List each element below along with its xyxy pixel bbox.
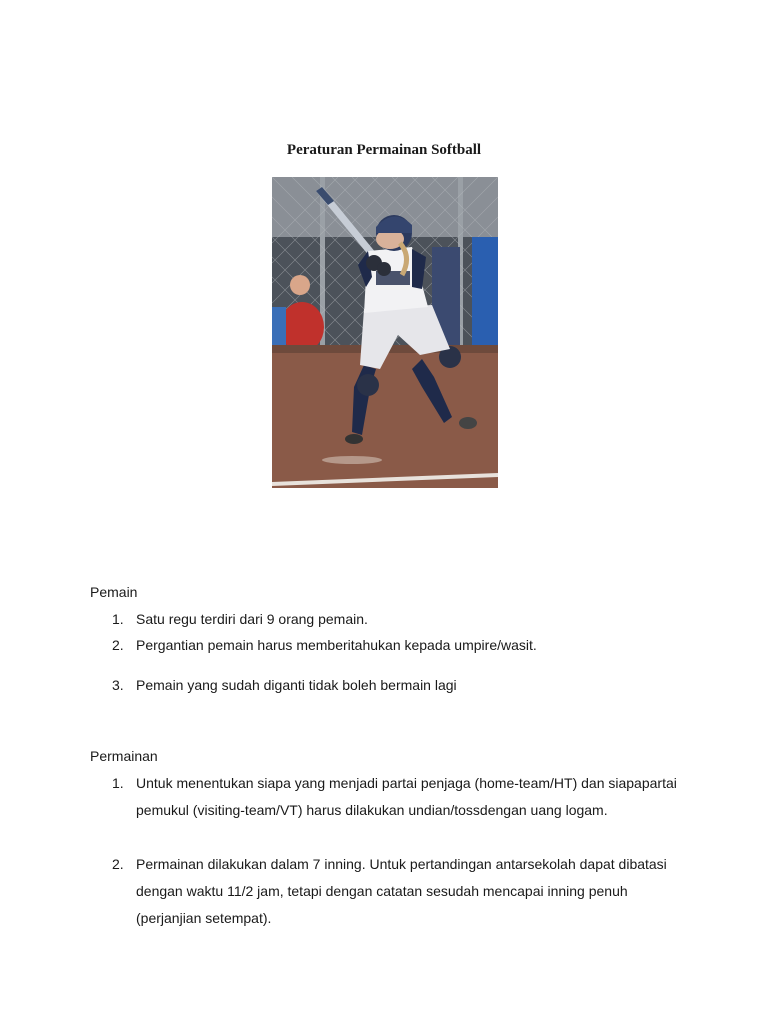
list-item — [112, 851, 678, 932]
list-item-text: Permainan dilakukan dalam 7 inning. Untuk pertandingan antarsekolah dapat dibatasi dengan waktu 11/2 jam, tetapi dengan catatan sesudah mencapai inning penuh (perjanjian setempat). — [136, 856, 667, 926]
document-title: Peraturan Permainan Softball — [286, 142, 482, 158]
list-item-number: 2. — [112, 637, 124, 653]
section-heading-pemain: Pemain — [90, 584, 138, 600]
list-item-number: 1. — [112, 775, 124, 791]
list-item-number: 2. — [112, 856, 124, 872]
list-item — [112, 632, 692, 659]
list-item — [112, 770, 678, 824]
list-item — [112, 606, 692, 633]
list-item-text: Satu regu terdiri dari 9 orang pemain. — [136, 611, 368, 627]
list-item-number: 3. — [112, 677, 124, 693]
softball-batter-photo — [272, 177, 498, 488]
list-item-text: Pemain yang sudah diganti tidak boleh bermain lagi — [136, 677, 457, 693]
list-item-number: 1. — [112, 611, 124, 627]
list-item-text: Untuk menentukan siapa yang menjadi partai penjaga (home-team/HT) dan siapapartai pemukul (visiting-team/VT) harus dilakukan undian/tossdengan uang logam. — [136, 775, 677, 818]
list-item-text: Pergantian pemain harus memberitahukan kepada umpire/wasit. — [136, 637, 537, 653]
list-item — [112, 672, 692, 699]
section-heading-permainan: Permainan — [90, 748, 158, 764]
